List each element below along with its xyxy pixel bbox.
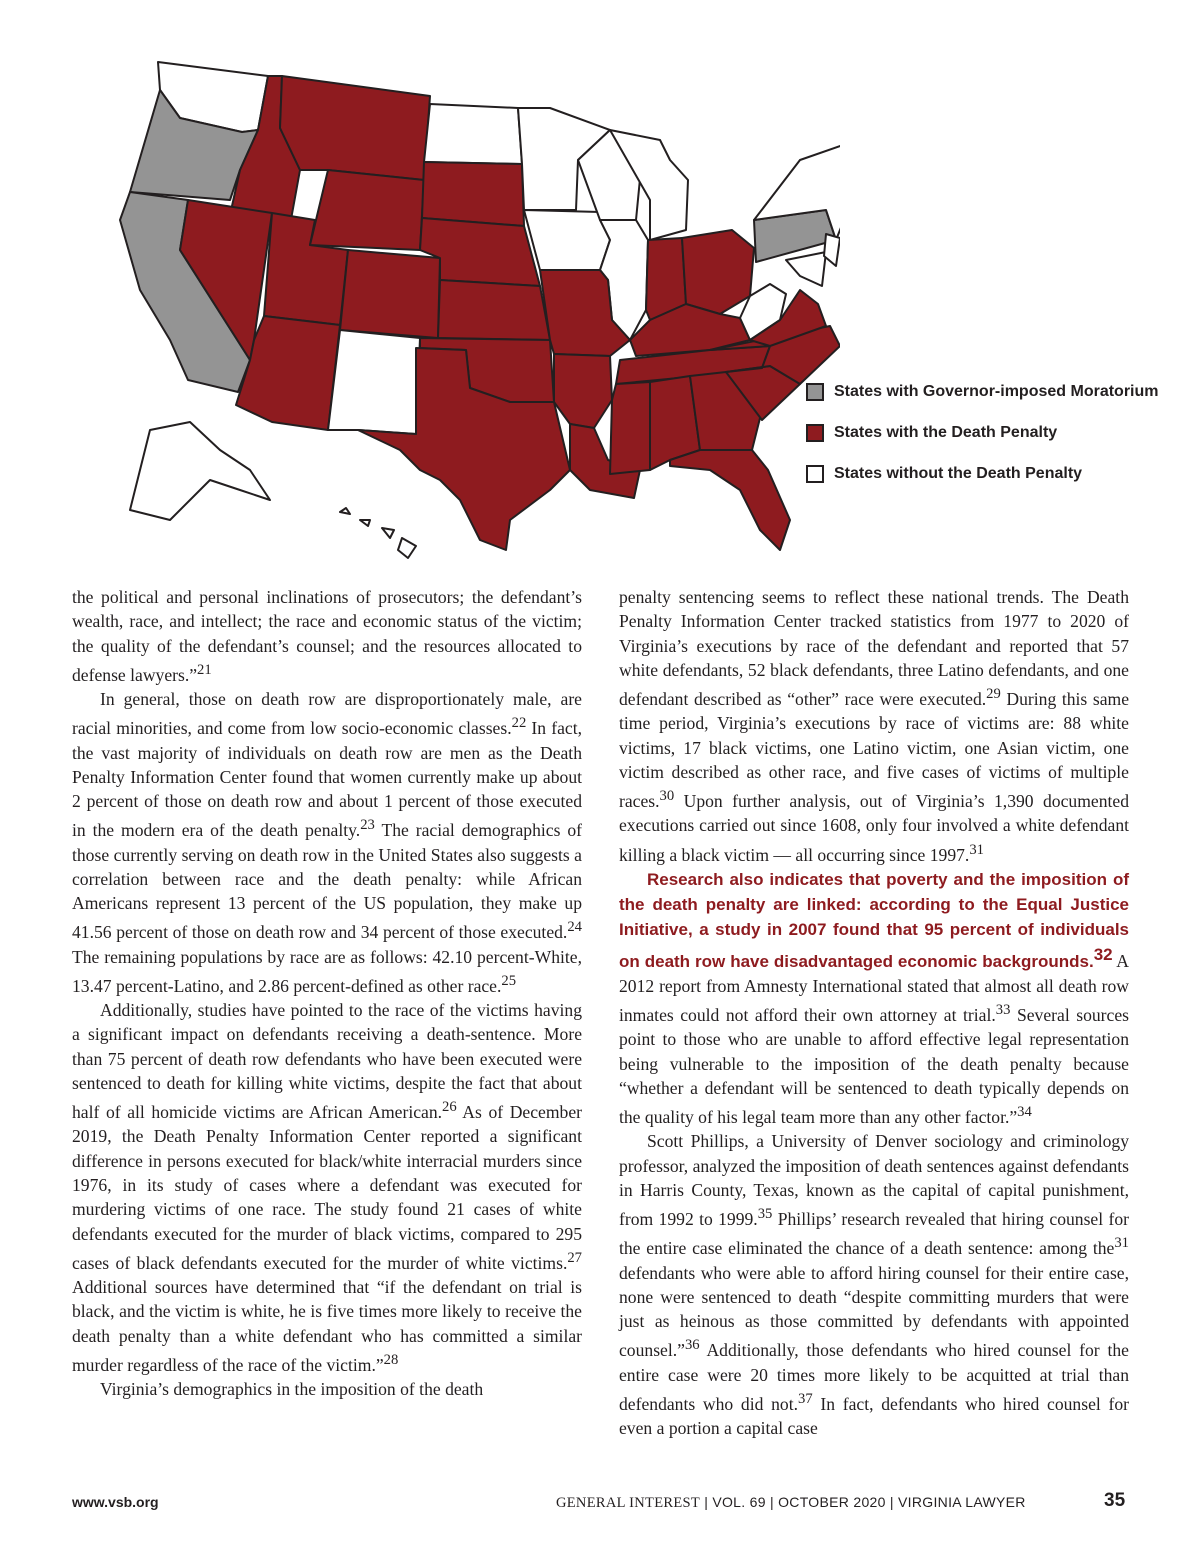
state-south-dakota [422,162,524,226]
legend-item-death-penalty [806,423,1186,443]
text: Additionally, those defendants who hired counsel for the entire case were 20 times more likely to be acquitted at trial than defendants who did not. [619,1340,1129,1414]
footnote-ref: 30 [659,788,675,805]
footnote-ref: 32 [1093,944,1113,964]
footnote-ref: 37 [798,1390,813,1407]
footer-publication [556,1494,1026,1512]
footnote-ref: 22 [511,715,527,732]
state-alaska [130,422,270,520]
paragraph [619,867,1129,1130]
page-number: 35 [1104,1490,1126,1511]
state-arkansas [554,354,612,428]
footnote-ref: 35 [757,1206,773,1223]
state-new-mexico [328,330,420,434]
text: In general, those on death row are disproportionately male, are racial minorities, and come from low socio-economic classes. [72,689,582,739]
right-column [619,585,1129,1440]
footnote-ref: 29 [986,686,1001,703]
state-montana [280,76,430,180]
state-ohio [682,230,754,314]
footnote-ref: 25 [501,972,517,989]
text: Several sources point to those who are unable to afford effective legal representation being vulnerable to the imposition of the death penalty because “whether a defendant will be sentenced to death typically depends on the quality of his legal team more than any other factor.” [619,1005,1129,1128]
state-hawaii [340,508,416,558]
legend-swatch-death-penalty [806,424,824,442]
footnote-ref: 27 [567,1249,582,1266]
legend-label-moratorium: States with Governor-imposed Moratorium [834,383,1159,400]
footnote-ref: 26 [442,1099,457,1116]
state-north-dakota [424,104,522,164]
footnote-ref: 34 [1017,1104,1032,1121]
text: In fact, the vast majority of individuals on death row are men as the Death Penalty Information Center found that women currently make up about 2 percent of those on death row and about 1 percent of those executed in the modern era of the death penalty. [72,718,582,841]
text: Additional sources have determined that “if the defendant on trial is black, and the victim is white, he is five times more likely to receive the death penalty than a white defendant who has committed a similar murder regardless of the race of the victim.” [72,1277,582,1375]
paragraph [72,998,582,1377]
footnote-ref: 21 [197,661,212,678]
paragraph [619,585,1129,867]
text: Additionally, studies have pointed to the race of the victims having a significant impact on defendants receiving a death-sentence. More than 75 percent of death row defendants who have been executed were sentenced to death for killing white victims, despite the fact that about half of all homicide victims are African American. [72,1000,582,1123]
pull-quote: Research also indicates that poverty and the imposition of the death penalty are linked: according to the Equal Justice Initiative, a study in 2007 found that 95 percent of individuals on death row have disadvantaged economic backgrounds. [619,869,1129,971]
footnote-ref: 31 [1114,1235,1129,1252]
state-new-jersey [824,234,840,266]
text: As of December 2019, the Death Penalty Information Center reported a significant difference in persons executed for black/white interracial murders since 1976, in its study of cases where a defendant was executed for murdering victims of one race. The study found 21 cases of white defendants executed for the murder of black victims, compared to 295 cases of black defendants executed for the murder of white victims. [72,1102,582,1273]
text: penalty sentencing seems to reflect these national trends. The Death Penalty Information Center tracked statistics from 1977 to 2020 of Virginia’s executions by race of the defendant and reported that 57 white defendants, 52 black defendants, three Latino defendants, and one defendant described as “other” race were executed. [619,587,1129,710]
text: Phillips’ research revealed that hiring counsel for the entire case eliminated the chance of a death sentence: among the [619,1209,1129,1259]
us-map-svg [10,50,840,560]
text: During this same time period, Virginia’s executions by race of victims are: 88 white victims, 17 black victims, one Latino victim, one Asian victim, one victim described as other race, and five cases of victims of multiple races. [619,689,1130,812]
footnote-ref: 36 [684,1337,700,1354]
text: A 2012 report from Amnesty International stated that almost all death row inmates could not afford their own attorney at trial. [619,950,1129,1026]
footer-issue: | VOL. 69 | OCTOBER 2020 | VIRGINIA LAWYER [700,1494,1026,1510]
text: Virginia’s demographics in the imposition of the death [100,1379,484,1400]
state-florida [670,450,790,550]
state-kansas [438,280,550,340]
paragraph [619,1129,1129,1440]
legend-label-death-penalty: States with the Death Penalty [834,424,1058,441]
legend-item-no-death-penalty [806,464,1186,484]
footer-url: www.vsb.org [72,1494,159,1510]
text: Upon further analysis, out of Virginia’s 1,390 documented executions carried out since 1608, only four involved a white defendant killing a black victim — all occurring since 1997. [619,791,1129,865]
state-mississippi [610,382,650,474]
map-legend [806,382,1186,505]
footnote-ref: 33 [995,1002,1011,1019]
text: defendants who were able to afford hiring counsel for their entire case, none were sentenced to death “despite committing murders that were just as heinous as those committed by defendants with appointed counsel.” [619,1262,1129,1361]
state-colorado [340,250,440,338]
page-footer [0,1490,1200,1524]
legend-swatch-moratorium [806,383,824,401]
paragraph [72,585,582,687]
footnote-ref: 24 [567,919,582,936]
text: In fact, defendants who hired counsel for even a portion a capital case [619,1393,1129,1439]
paragraph [72,687,582,998]
legend-swatch-no-death-penalty [806,465,824,483]
text: the political and personal inclinations of prosecutors; the defendant’s wealth, race, and intellect; the race and economic status of the victim; the quality of the defendant’s counsel; and the resources allocated to defense lawyers.” [72,587,582,685]
text: The racial demographics of those currently serving on death row in the United States also suggests a correlation between race and the death penalty: while African Americans represent 13 percent of the US population, they make up 41.56 percent of those on death row and 34 percent of those executed. [72,820,582,943]
state-iowa [524,210,610,270]
paragraph [72,1377,582,1401]
footnote-ref: 31 [969,841,984,858]
state-maryland [786,252,826,286]
us-death-penalty-map [10,50,840,560]
footnote-ref: 23 [360,817,375,834]
footer-section: GENERAL INTEREST [556,1495,701,1511]
legend-item-moratorium [806,382,1186,402]
footnote-ref: 28 [383,1351,399,1368]
text: Scott Phillips, a University of Denver sociology and criminology professor, analyzed the imposition of death sentences against defendants in Harris County, Texas, known as the capital of capital punishment, from 1992 to 1999. [619,1131,1129,1230]
left-column [72,585,582,1401]
legend-label-no-death-penalty: States without the Death Penalty [834,465,1083,482]
state-wyoming [310,170,424,250]
text: The remaining populations by race are as follows: 42.10 percent-White, 13.47 percent-Latino, and 2.86 percent-defined as other race. [72,946,582,996]
